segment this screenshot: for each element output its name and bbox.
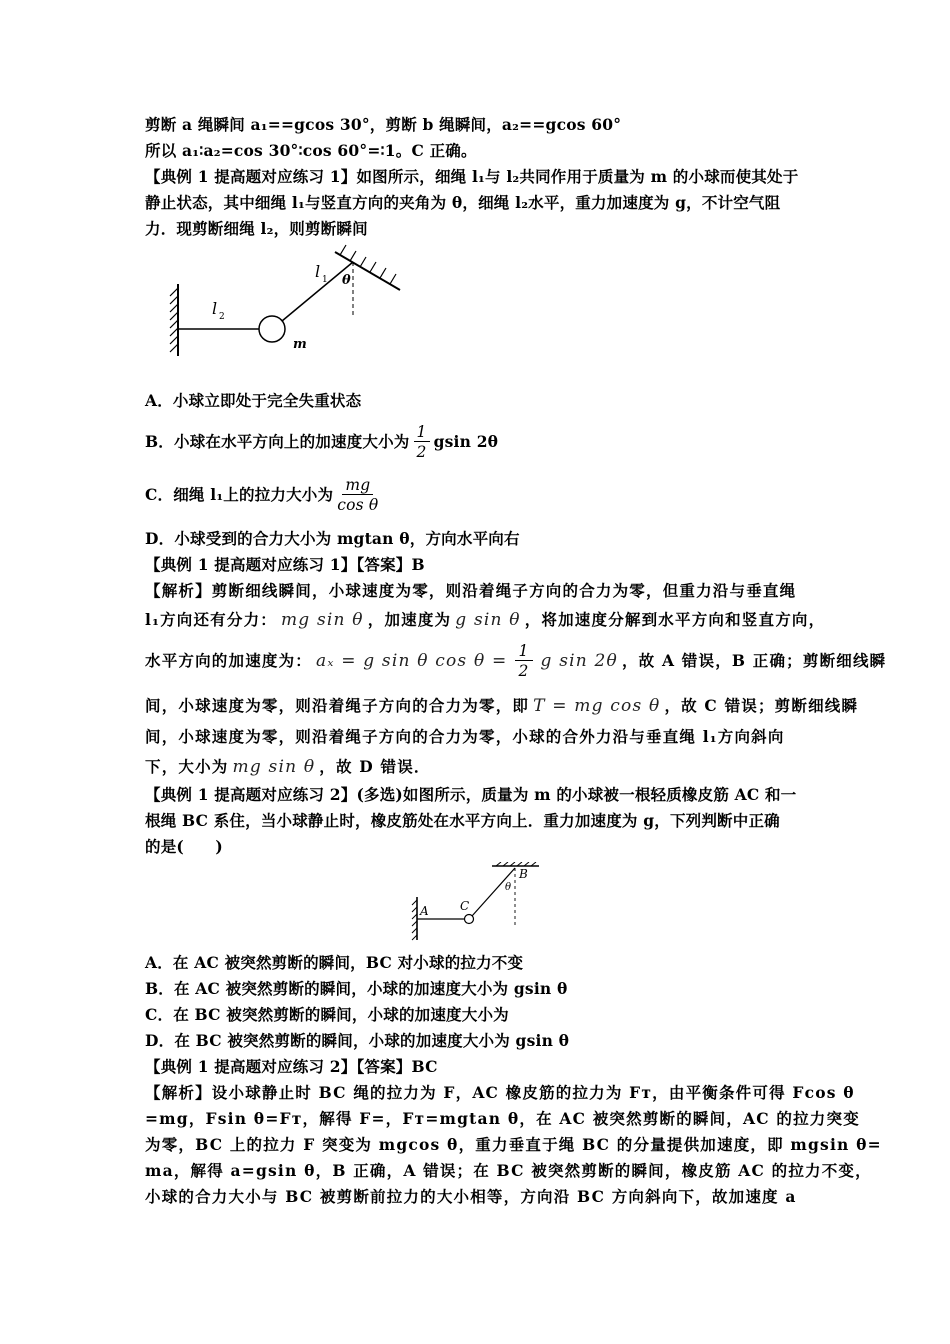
figure-pendulum-1 (145, 242, 815, 382)
text-line: 静止状态，其中细绳 l₁与竖直方向的夹角为 θ，细绳 l₂水平，重力加速度为 g，不计空气阻 (145, 193, 781, 212)
option-d: D．小球受到的合力大小为 mgtan θ，方向水平向右 (145, 529, 520, 548)
label-theta: θ (342, 273, 351, 288)
text-line: 剪断 a 绳瞬间 a₁==gcos 30°，剪断 b 绳瞬间，a₂==gcos 60° (145, 115, 622, 134)
analysis-text: 水平方向的加速度为： (145, 651, 313, 670)
analysis-line: =mg，Fsin θ=Fᴛ，解得 F=，Fᴛ=mgtan θ，在 AC 被突然剪断的瞬间，AC 的拉力突变 (145, 1109, 860, 1128)
frac-num: mg (342, 476, 373, 495)
option-d: D．在 BC 被突然剪断的瞬间，小球的加速度大小为 gsin θ (145, 1031, 570, 1050)
analysis-line (145, 690, 859, 722)
analysis-line: 【解析】设小球静止时 BC 绳的拉力为 F，AC 橡皮筋的拉力为 Fᴛ，由平衡条件可得 Fcos θ (145, 1083, 855, 1102)
label-l2: l (212, 299, 218, 318)
analysis-line: ma，解得 a=gsin θ，B 正确，A 错误；在 BC 被突然剪断的瞬间，橡皮筋 AC 的拉力不变， (145, 1161, 872, 1180)
math-expr: T = mg cos θ (533, 696, 661, 716)
answer-line: 【典例 1 提高题对应练习 2】【答案】BC (145, 1057, 438, 1076)
fraction-half (414, 423, 430, 462)
option-a: A．小球立即处于完全失重状态 (145, 391, 362, 410)
document-page (145, 112, 887, 1210)
analysis-line (145, 636, 887, 686)
analysis-line: 【解析】剪断细线瞬间，小球速度为零，则沿着绳子方向的合力为零，但重力沿与垂直绳 (145, 581, 797, 600)
label-a: A (420, 904, 429, 918)
math-expr: mg sin θ (280, 610, 364, 630)
frac-den: 2 (518, 661, 530, 680)
analysis-text: ，故 C 错误；剪断细线瞬 (664, 696, 859, 715)
analysis-text: ，将加速度分解到水平方向和竖直方向， (524, 610, 826, 629)
analysis-line: 为零，BC 上的拉力 F 突变为 mgcos θ，重力垂直于绳 BC 的分量提供加速度，即 mgsin θ= (145, 1135, 882, 1154)
question-heading: 【典例 1 提高题对应练习 2】(多选)如图所示，质量为 m 的小球被一根轻质橡皮筋 AC 和一 (145, 785, 797, 804)
option-b (145, 418, 815, 466)
frac-den: 2 (416, 442, 427, 461)
option-c-text: C．细绳 l₁上的拉力大小为 (145, 485, 334, 504)
option-c (145, 470, 815, 520)
analysis-line (145, 604, 826, 636)
analysis-line: 小球的合力大小与 BC 被剪断前拉力的大小相等，方向沿 BC 方向斜向下，故加速度 a (145, 1187, 797, 1206)
math-expr: g sin θ (455, 610, 521, 630)
label-theta: θ (505, 882, 512, 893)
answer-line: 【典例 1 提高题对应练习 1】【答案】B (145, 555, 425, 574)
analysis-line (145, 752, 815, 782)
option-b-suffix: gsin 2θ (433, 432, 499, 451)
text-line: 所以 a₁∶a₂=cos 30°∶cos 60°=∶1。C 正确。 (145, 141, 477, 160)
label-b: B (519, 867, 528, 881)
text-line: 力．现剪断细绳 l₂，则剪断瞬间 (145, 219, 368, 238)
label-c: C (460, 899, 470, 913)
analysis-text: ，故 A 错误，B 正确；剪断细线瞬 (621, 651, 887, 670)
question-heading: 【典例 1 提高题对应练习 1】如图所示，细绳 l₁与 l₂共同作用于质量为 m 的小球而使其处于 (145, 167, 799, 186)
fraction-half (515, 642, 532, 681)
text-line: 的是( ) (145, 837, 223, 856)
option-b: B．在 AC 被突然剪断的瞬间，小球的加速度大小为 gsin θ (145, 979, 568, 998)
elastic-diagram (407, 862, 547, 952)
label-l1: l (315, 262, 321, 281)
label-l1-sub: 1 (322, 275, 328, 285)
figure-elastic-2 (145, 860, 815, 950)
analysis-text: ，加速度为 (367, 610, 452, 629)
option-b-text: B．小球在水平方向上的加速度大小为 (145, 432, 410, 451)
option-a: A．在 AC 被突然剪断的瞬间，BC 对小球的拉力不变 (145, 953, 524, 972)
analysis-text: l₁方向还有分力： (145, 610, 277, 629)
math-expr: mg sin θ (232, 757, 316, 777)
pendulum-diagram (160, 242, 460, 382)
text-line: 根绳 BC 系住，当小球静止时，橡皮筋处在水平方向上．重力加速度为 g，下列判断中正确 (145, 811, 780, 830)
frac-num: 1 (414, 423, 430, 442)
frac-den: cos θ (337, 495, 379, 514)
frac-num: 1 (515, 642, 532, 661)
option-c: C．在 BC 被突然剪断的瞬间，小球的加速度大小为 (145, 1005, 509, 1024)
analysis-text: 间，小球速度为零，则沿着绳子方向的合力为零，即 (145, 696, 530, 715)
label-m: m (293, 337, 307, 352)
label-l2-sub: 2 (219, 312, 225, 322)
analysis-text: ，故 D 错误． (319, 757, 431, 776)
analysis-text: 下，大小为 (145, 757, 229, 776)
analysis-line: 间，小球速度为零，则沿着绳子方向的合力为零，小球的合外力沿与垂直绳 l₁方向斜向 (145, 727, 785, 746)
math-expr: g sin 2θ (540, 651, 618, 671)
fraction-mg-cos (337, 476, 378, 515)
math-expr: aₓ = g sin θ cos θ = (316, 651, 508, 671)
